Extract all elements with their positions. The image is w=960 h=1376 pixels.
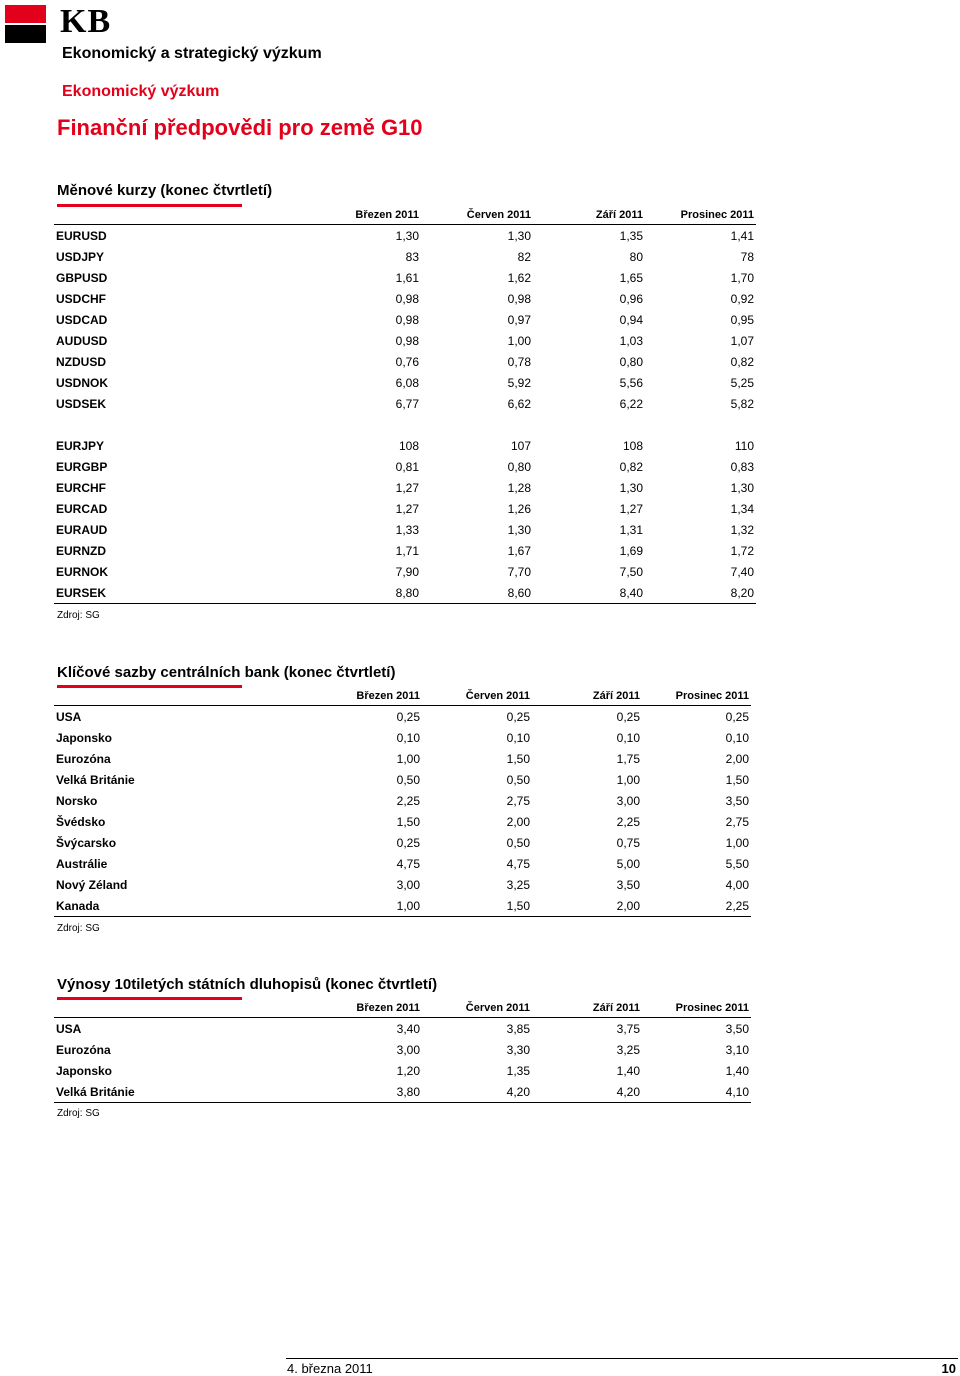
row-label: USA	[56, 709, 82, 724]
value-cell: 1,20	[396, 1063, 420, 1078]
column-header: Březen 2011	[304, 999, 422, 1018]
table-row	[54, 393, 756, 414]
column-header: Září 2011	[533, 206, 645, 225]
value-cell: 1,30	[507, 522, 531, 537]
row-label: Kanada	[54, 895, 304, 917]
row-label: Velká Británie	[56, 772, 135, 787]
row-label: AUDUSD	[56, 333, 108, 348]
value-cell: 0,25	[396, 709, 420, 724]
value-cell: 80	[629, 249, 643, 264]
value-cell: 7,70	[507, 564, 531, 579]
table-row	[54, 790, 751, 811]
value-cell: 0,10	[506, 730, 530, 745]
value-cell: 0,82	[730, 354, 754, 369]
column-header: Červen 2011	[421, 206, 533, 225]
value-cell: 0,97	[507, 312, 531, 327]
row-label: USDNOK	[56, 375, 109, 390]
column-header: Červen 2011	[422, 999, 532, 1018]
value-cell: 1,30	[730, 480, 754, 495]
value-cell: 5,82	[730, 396, 754, 411]
table-row	[54, 874, 751, 895]
row-label: EURNOK	[56, 564, 109, 579]
header-empty-cell	[54, 206, 304, 225]
value-cell: 0,78	[507, 354, 531, 369]
value-cell: 1,30	[395, 228, 419, 243]
value-cell: 3,25	[616, 1042, 640, 1057]
row-label: EURGBP	[56, 459, 108, 474]
bonds-source: Zdroj: SG	[57, 1108, 100, 1119]
row-label: Norsko	[56, 793, 98, 808]
value-cell: 0,50	[506, 772, 530, 787]
value-cell: 1,70	[730, 270, 754, 285]
value-cell: 108	[622, 438, 643, 453]
fx-source: Zdroj: SG	[57, 610, 100, 621]
department-name: Ekonomický a strategický výzkum	[62, 45, 322, 62]
page-title: Finanční předpovědi pro země G10	[57, 115, 423, 140]
table-row	[54, 748, 751, 769]
value-cell: 82	[517, 249, 531, 264]
value-cell: 7,90	[395, 564, 419, 579]
table-row	[54, 225, 756, 247]
row-label: Nový Zéland	[56, 877, 128, 892]
column-header: Září 2011	[532, 999, 642, 1018]
value-cell: 3,00	[396, 1042, 420, 1057]
value-cell: 3,00	[616, 793, 640, 808]
table-row	[54, 727, 751, 748]
row-label: EURJPY	[56, 438, 105, 453]
row-label: Eurozóna	[56, 751, 111, 766]
value-cell: 2,75	[725, 814, 749, 829]
subdepartment-name: Ekonomický výzkum	[62, 83, 220, 100]
value-cell: 0,10	[725, 730, 749, 745]
table-row	[54, 351, 756, 372]
value-cell: 1,00	[725, 835, 749, 850]
value-cell: 2,75	[506, 793, 530, 808]
value-cell: 78	[740, 249, 754, 264]
fx-section-title: Měnové kurzy (konec čtvrtletí)	[57, 182, 273, 199]
value-cell: 0,94	[619, 312, 643, 327]
value-cell: 3,25	[506, 877, 530, 892]
table-row	[54, 895, 751, 917]
value-cell: 0,50	[506, 835, 530, 850]
value-cell: 1,34	[730, 501, 754, 516]
value-cell: 8,60	[421, 582, 533, 604]
value-cell: 2,25	[642, 895, 751, 917]
value-cell: 108	[398, 438, 419, 453]
footer-divider	[286, 1358, 958, 1359]
value-cell: 6,77	[395, 396, 419, 411]
value-cell: 1,00	[507, 333, 531, 348]
value-cell: 1,27	[395, 501, 419, 516]
row-label: EURAUD	[56, 522, 108, 537]
value-cell: 1,35	[619, 228, 643, 243]
table-row	[54, 477, 756, 498]
value-cell: 5,50	[725, 856, 749, 871]
value-cell: 1,61	[395, 270, 419, 285]
value-cell: 0,92	[730, 291, 754, 306]
table-row	[54, 1039, 751, 1060]
table-row	[54, 1060, 751, 1081]
value-cell: 1,35	[506, 1063, 530, 1078]
value-cell: 0,96	[619, 291, 643, 306]
value-cell: 1,33	[395, 522, 419, 537]
value-cell: 0,25	[396, 835, 420, 850]
rates-source: Zdroj: SG	[57, 923, 100, 934]
value-cell: 4,10	[642, 1081, 751, 1103]
value-cell: 0,83	[730, 459, 754, 474]
value-cell: 0,98	[395, 333, 419, 348]
value-cell: 1,65	[619, 270, 643, 285]
table-row	[54, 832, 751, 853]
value-cell: 3,85	[506, 1021, 530, 1036]
rates-section-title: Klíčové sazby centrálních bank (konec čtvrtletí)	[57, 664, 396, 681]
table-row	[54, 372, 756, 393]
value-cell: 3,40	[396, 1021, 420, 1036]
table-row	[54, 330, 756, 351]
value-cell: 1,40	[725, 1063, 749, 1078]
value-cell: 0,76	[395, 354, 419, 369]
value-cell: 0,25	[616, 709, 640, 724]
value-cell: 5,56	[619, 375, 643, 390]
value-cell: 5,92	[507, 375, 531, 390]
value-cell: 6,08	[395, 375, 419, 390]
value-cell: 0,98	[395, 291, 419, 306]
value-cell: 3,50	[725, 1021, 749, 1036]
value-cell: 5,00	[616, 856, 640, 871]
value-cell: 1,32	[730, 522, 754, 537]
row-label: NZDUSD	[56, 354, 106, 369]
table-row	[54, 769, 751, 790]
value-cell: 1,30	[619, 480, 643, 495]
row-label: USDCHF	[56, 291, 106, 306]
value-cell: 4,00	[725, 877, 749, 892]
value-cell: 0,98	[507, 291, 531, 306]
row-label: USDCAD	[56, 312, 108, 327]
header-empty-cell	[54, 999, 304, 1018]
value-cell: 3,10	[725, 1042, 749, 1057]
row-label: Velká Británie	[54, 1081, 304, 1103]
value-cell: 1,69	[619, 543, 643, 558]
value-cell: 4,20	[532, 1081, 642, 1103]
fx-table	[54, 206, 756, 604]
value-cell: 8,20	[645, 582, 756, 604]
value-cell: 2,00	[725, 751, 749, 766]
value-cell: 7,40	[730, 564, 754, 579]
value-cell: 1,00	[304, 895, 422, 917]
value-cell: 1,31	[619, 522, 643, 537]
value-cell: 0,75	[616, 835, 640, 850]
value-cell: 1,03	[619, 333, 643, 348]
table-row	[54, 1081, 751, 1103]
value-cell: 1,07	[730, 333, 754, 348]
bonds-table	[54, 999, 751, 1103]
column-header: Prosinec 2011	[642, 687, 751, 706]
value-cell: 3,00	[396, 877, 420, 892]
value-cell: 3,75	[616, 1021, 640, 1036]
value-cell: 4,20	[422, 1081, 532, 1103]
value-cell: 1,50	[506, 751, 530, 766]
value-cell: 4,75	[396, 856, 420, 871]
row-label: Japonsko	[56, 730, 113, 745]
value-cell: 1,28	[507, 480, 531, 495]
value-cell: 0,10	[616, 730, 640, 745]
column-header: Prosinec 2011	[642, 999, 751, 1018]
table-row	[54, 853, 751, 874]
value-cell: 3,50	[616, 877, 640, 892]
table-row	[54, 435, 756, 456]
page-number: 10	[941, 1361, 956, 1376]
table-row	[54, 519, 756, 540]
value-cell: 7,50	[619, 564, 643, 579]
value-cell: 8,80	[304, 582, 421, 604]
value-cell: 8,40	[533, 582, 645, 604]
row-label: EURCHF	[56, 480, 106, 495]
value-cell: 0,82	[619, 459, 643, 474]
row-label: EURSEK	[54, 582, 304, 604]
column-header: Prosinec 2011	[645, 206, 756, 225]
value-cell: 1,27	[395, 480, 419, 495]
bonds-section-title: Výnosy 10tiletých státních dluhopisů (konec čtvrtletí)	[57, 976, 438, 993]
value-cell: 2,25	[396, 793, 420, 808]
table-row	[54, 811, 751, 832]
table-row	[54, 288, 756, 309]
value-cell: 2,00	[506, 814, 530, 829]
table-row	[54, 267, 756, 288]
value-cell: 0,95	[730, 312, 754, 327]
value-cell: 1,50	[422, 895, 532, 917]
value-cell: 3,80	[304, 1081, 422, 1103]
row-label: USDSEK	[56, 396, 107, 411]
value-cell: 1,50	[725, 772, 749, 787]
value-cell: 2,25	[616, 814, 640, 829]
value-cell: 0,50	[396, 772, 420, 787]
kb-logo-mark	[5, 5, 46, 43]
value-cell: 1,00	[616, 772, 640, 787]
value-cell: 107	[510, 438, 531, 453]
rates-header-row	[54, 687, 751, 706]
row-label: Eurozóna	[56, 1042, 111, 1057]
table-row	[54, 498, 756, 519]
fx-header-row	[54, 206, 756, 225]
value-cell: 1,00	[396, 751, 420, 766]
table-row	[54, 561, 756, 582]
row-label: EURNZD	[56, 543, 106, 558]
bonds-header-row	[54, 999, 751, 1018]
table-row	[54, 246, 756, 267]
rates-table	[54, 687, 751, 917]
value-cell: 4,75	[506, 856, 530, 871]
row-label: USA	[56, 1021, 82, 1036]
column-header: Červen 2011	[422, 687, 532, 706]
value-cell: 3,50	[725, 793, 749, 808]
value-cell: 1,75	[616, 751, 640, 766]
value-cell: 5,25	[730, 375, 754, 390]
value-cell: 0,81	[395, 459, 419, 474]
value-cell: 0,25	[506, 709, 530, 724]
table-row	[54, 540, 756, 561]
value-cell: 2,00	[532, 895, 642, 917]
value-cell: 6,62	[507, 396, 531, 411]
value-cell: 110	[734, 438, 754, 453]
value-cell: 1,40	[616, 1063, 640, 1078]
row-label: Japonsko	[56, 1063, 113, 1078]
value-cell: 1,27	[619, 501, 643, 516]
table-row	[54, 456, 756, 477]
column-header: Září 2011	[532, 687, 642, 706]
row-label: GBPUSD	[56, 270, 108, 285]
table-row	[54, 706, 751, 728]
value-cell: 6,22	[619, 396, 643, 411]
table-row	[54, 1018, 751, 1040]
value-cell: 1,41	[730, 228, 754, 243]
column-header: Březen 2011	[304, 206, 421, 225]
value-cell: 0,25	[725, 709, 749, 724]
value-cell: 83	[405, 249, 419, 264]
row-label: Austrálie	[56, 856, 108, 871]
value-cell: 3,30	[506, 1042, 530, 1057]
value-cell: 1,62	[507, 270, 531, 285]
column-header: Březen 2011	[304, 687, 422, 706]
row-label: EURUSD	[56, 228, 107, 243]
row-label: EURCAD	[56, 501, 108, 516]
row-label: Švédsko	[56, 814, 106, 829]
footer-date: 4. března 2011	[287, 1361, 373, 1376]
value-cell: 0,80	[619, 354, 643, 369]
row-label: USDJPY	[56, 249, 105, 264]
value-cell: 1,50	[396, 814, 420, 829]
value-cell: 1,30	[507, 228, 531, 243]
table-row	[54, 582, 756, 604]
kb-logo-text: KB	[60, 3, 112, 40]
value-cell: 1,26	[507, 501, 531, 516]
header-empty-cell	[54, 687, 304, 706]
row-label: Švýcarsko	[56, 835, 117, 850]
table-row	[54, 309, 756, 330]
value-cell: 1,71	[395, 543, 419, 558]
value-cell: 0,80	[507, 459, 531, 474]
value-cell: 1,72	[730, 543, 754, 558]
value-cell: 0,10	[396, 730, 420, 745]
group-spacer	[54, 414, 756, 435]
value-cell: 1,67	[507, 543, 531, 558]
value-cell: 0,98	[395, 312, 419, 327]
